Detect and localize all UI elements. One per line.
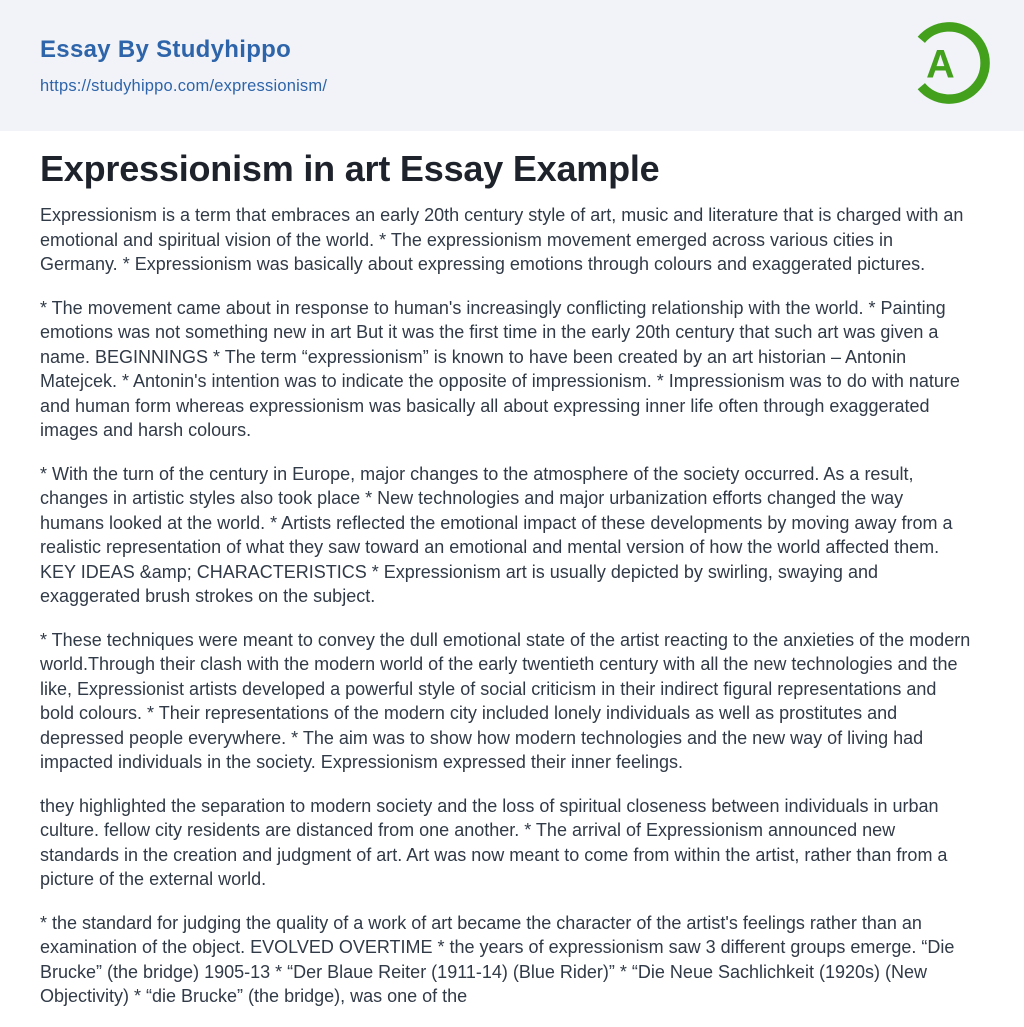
studyhippo-logo xyxy=(906,20,992,106)
essay-paragraph: * The movement came about in response to human's increasingly conflicting relationship with the world. * Painting emotions was not something new in art But it was the first time in the early 20th century that such art was given a name. BEGINNINGS * The term “expressionism” is known to have been created by an art historian – Antonin Matejcek. * Antonin's intention was to indicate the opposite of impressionism. * Impressionism was to do with nature and human form whereas expressionism was basically all about expressing inner life often through exaggerated images and harsh colours. xyxy=(40,297,960,440)
essay-paragraph: * These techniques were meant to convey the dull emotional state of the artist reacting to the anxieties of the modern world.Through their clash with the modern world of the early twentieth century with all the new technologies and the like, Expressionist artists developed a powerful style of social criticism in their indirect figural representations and bold colours. * Their representations of the modern city included lonely individuals as well as prostitutes and depressed people everywhere. * The aim was to show how modern technologies and the new way of living had impacted individuals in the society. Expressionism expressed their inner feelings. xyxy=(40,629,971,772)
essay-content xyxy=(0,148,1024,1009)
logo-letter: A xyxy=(926,42,955,87)
source-url-link[interactable]: https://studyhippo.com/expressionism/ xyxy=(40,77,328,95)
essay-paragraph: they highlighted the separation to modern society and the loss of spiritual closeness between individuals in urban culture. fellow city residents are distanced from one another. * The arrival of Expressionism announced new standards in the creation and judgment of art. Art was now meant to come from within the artist, rather than from a picture of the external world. xyxy=(40,795,948,889)
site-header xyxy=(0,0,1024,131)
essay-paragraph: Expressionism is a term that embraces an early 20th century style of art, music and literature that is charged with an emotional and spiritual vision of the world. * The expressionism movement emerged across various cities in Germany. * Expressionism was basically about expressing emotions through colours and exaggerated pictures. xyxy=(40,205,964,274)
site-title: Essay By Studyhippo xyxy=(40,36,292,63)
essay-paragraph: * the standard for judging the quality of a work of art became the character of the artist's feelings rather than an examination of the object. EVOLVED OVERTIME * the years of expressionism saw 3 different groups emerge. “Die Brucke” (the bridge) 1905-13 * “Der Blaue Reiter (1911-14) (Blue Rider)” * “Die Neue Sachlichkeit (1920s) (New Objectivity) * “die Brucke” (the bridge), was one of the xyxy=(40,912,955,1006)
essay-title: Expressionism in art Essay Example xyxy=(40,148,660,189)
essay-paragraph: * With the turn of the century in Europe, major changes to the atmosphere of the society occurred. As a result, changes in artistic styles also took place * New technologies and major urbanization efforts changed the way humans looked at the world. * Artists reflected the emotional impact of these developments by moving away from a realistic representation of what they saw toward an emotional and mental version of how the world affected them. KEY IDEAS &amp; CHARACTERISTICS * Expressionism art is usually depicted by swirling, swaying and exaggerated brush strokes on the subject. xyxy=(40,463,953,606)
